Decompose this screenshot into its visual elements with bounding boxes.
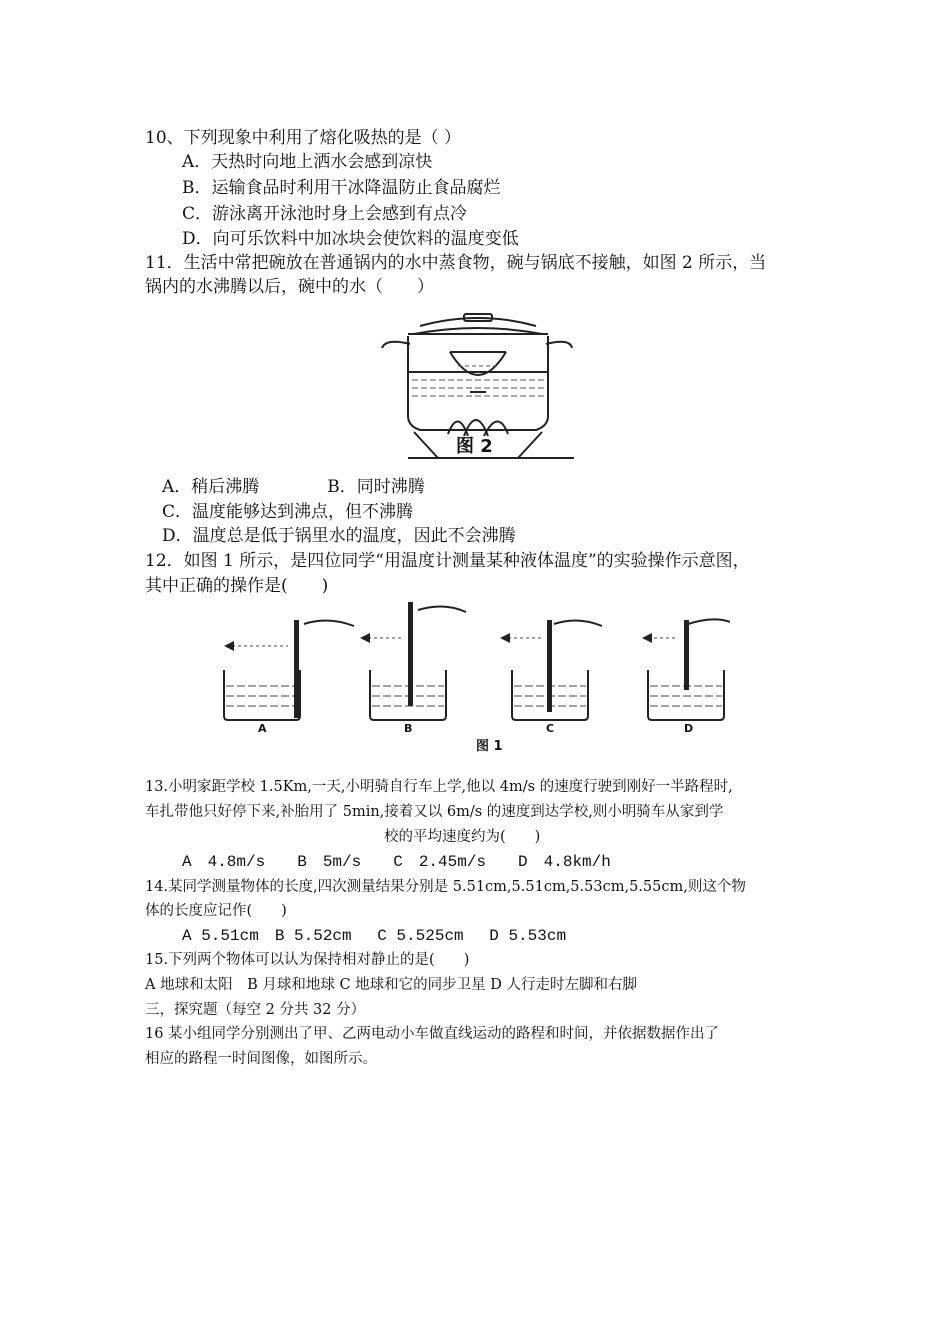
q14-options: A 5.51cm B 5.52cm C 5.525cm D 5.53cm [182,927,567,945]
q16-line1: 16 某小组同学分别测出了甲、乙两电动小车做直线运动的路程和时间，并依据数据作出了 [145,1026,720,1042]
q13-line1: 13.小明家距学校 1.5Km,一天,小明骑自行车上学,他以 4m/s 的速度行驶到刚好一半路程时, [145,779,733,795]
q12-stem-line1: 12．如图 1 所示，是四位同学“用温度计测量某种液体温度”的实验操作示意图， [145,551,750,571]
figure-2-caption: 图 2 [456,436,493,457]
q14-line2: 体的长度应记作( ) [145,903,287,919]
q13-line2: 车扎带他只好停下来,补胎用了 5min,接着又以 6m/s 的速度到达学校,则小明骑车从家到学 [145,804,724,820]
q11-option-c: C．温度能够达到沸点，但不沸腾 [162,502,414,522]
figure-1-label-a: A [258,722,267,735]
q10-option-d: D．向可乐饮料中加冰块会使饮料的温度变低 [182,229,519,249]
q16-line2: 相应的路程一时间图像，如图所示。 [145,1051,377,1067]
q10-option-a: A．天热时向地上洒水会感到凉快 [182,152,433,172]
section-3-title: 三，探究题（每空 2 分共 32 分） [145,1002,366,1018]
q11-options-ab: A．稍后沸腾 B．同时沸腾 [162,477,425,497]
figure-1-label-d: D [684,722,694,735]
q10-option-c: C．游泳离开泳池时身上会感到有点冷 [182,204,468,224]
q11-stem-line1: 11．生活中常把碗放在普通锅内的水中蒸食物，碗与锅底不接触，如图 2 所示，当 [145,253,767,273]
figure-1-caption: 图 1 [476,739,503,754]
q11-option-d: D．温度总是低于锅里水的温度，因此不会沸腾 [162,526,516,546]
q11-stem-line2: 锅内的水沸腾以后，碗中的水（ ） [145,277,434,297]
figure-1-label-c: C [546,722,555,735]
q10-option-b: B．运输食品时利用干冰降温防止食品腐烂 [182,178,501,198]
thermometer-figure [218,596,730,756]
q14-line1: 14.某同学测量物体的长度,四次测量结果分别是 5.51cm,5.51cm,5.53cm,5.55cm,则这个物 [145,879,746,895]
q12-stem-line2: 其中正确的操作是( ) [145,576,329,596]
q15-stem: 15.下列两个物体可以认为保持相对静止的是( ) [145,952,470,968]
q10-stem: 10、下列现象中利用了熔化吸热的是（ ） [145,128,462,148]
figure-1-label-b: B [404,722,413,735]
q13-line3: 校的平均速度约为( ) [384,829,541,845]
q15-options: A 地球和太阳 B 月球和地球 C 地球和它的同步卫星 D 人行走时左脚和右脚 [145,977,637,993]
q13-options: A 4.8m/s B 5m/s C 2.45m/s D 4.8km/h [182,853,611,871]
